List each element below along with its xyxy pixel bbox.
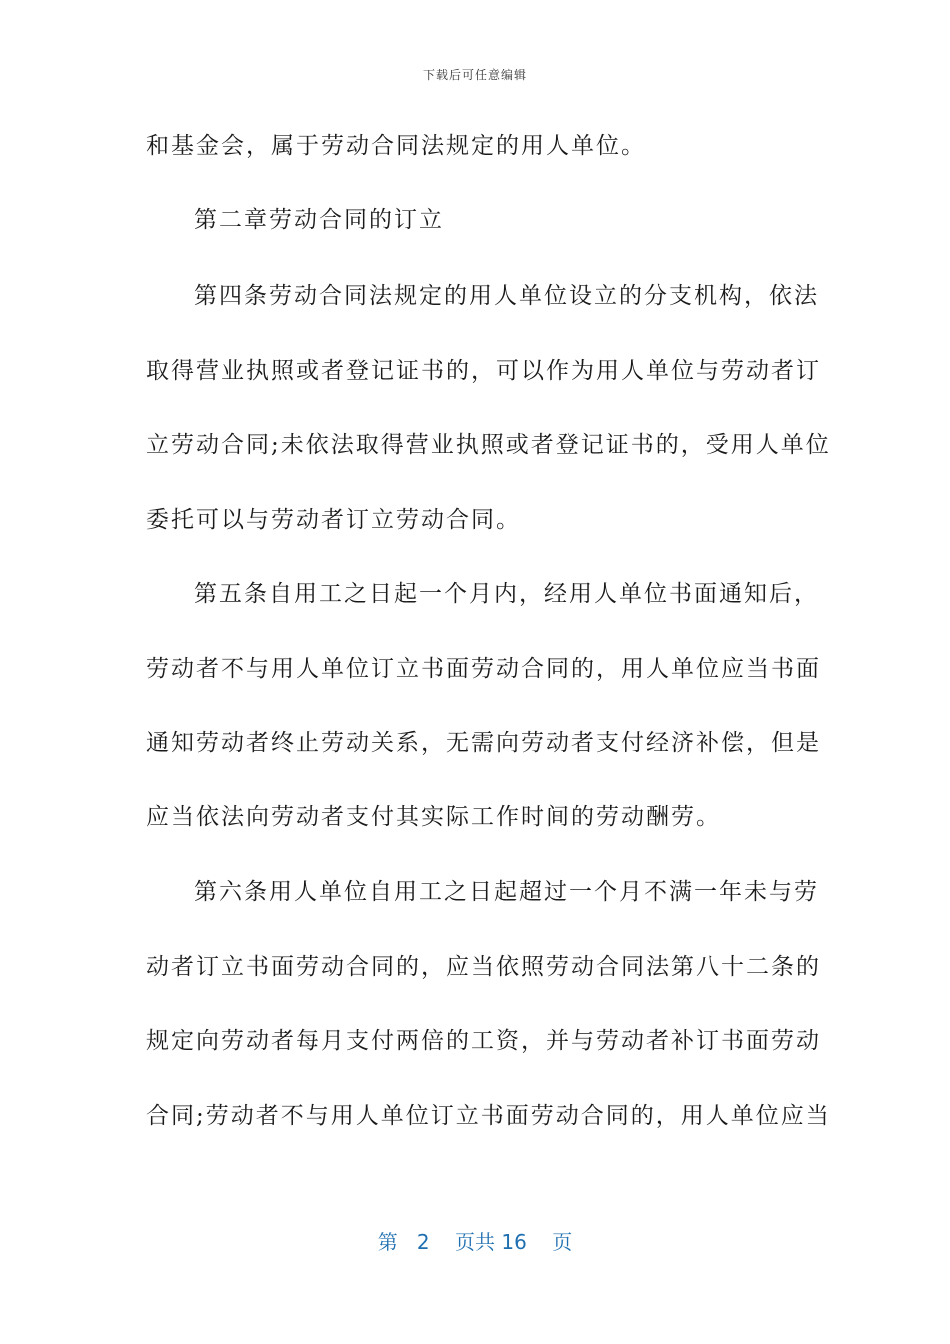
page-number-footer [0,1226,950,1255]
header-note: 下载后可任意编辑 [422,68,527,82]
text-line: 和基金会，属于劳动合同法规定的用人单位。 [146,133,646,159]
text-line: 第六条用人单位自用工之日起超过一个月不满一年未与劳 [194,879,819,905]
total-pages-number: 16 [501,1230,527,1254]
text-line: 动者订立书面劳动合同的，应当依照劳动合同法第八十二条的 [146,954,821,980]
page-suffix: 页 [552,1230,573,1254]
text-line: 应当依法向劳动者支付其实际工作时间的劳动酬劳。 [146,804,721,830]
text-line: 委托可以与劳动者订立劳动合同。 [146,507,521,533]
text-line: 取得营业执照或者登记证书的，可以作为用人单位与劳动者订 [146,358,821,384]
page-middle: 页共 [455,1230,495,1254]
page-prefix: 第 [377,1230,398,1254]
text-line: 劳动者不与用人单位订立书面劳动合同的，用人单位应当书面 [146,656,821,682]
text-line: 立劳动合同;未依法取得营业执照或者登记证书的，受用人单位 [146,432,831,458]
text-line: 通知劳动者终止劳动关系，无需向劳动者支付经济补偿，但是 [146,730,821,756]
text-line: 合同;劳动者不与用人单位订立书面劳动合同的，用人单位应当 [146,1103,831,1129]
text-line: 规定向劳动者每月支付两倍的工资，并与劳动者补订书面劳动 [146,1028,821,1054]
current-page-number: 2 [416,1230,430,1254]
section-heading: 第二章劳动合同的订立 [194,207,444,233]
text-line: 第五条自用工之日起一个月内，经用人单位书面通知后， [194,581,819,607]
text-line: 第四条劳动合同法规定的用人单位设立的分支机构，依法 [194,283,819,309]
